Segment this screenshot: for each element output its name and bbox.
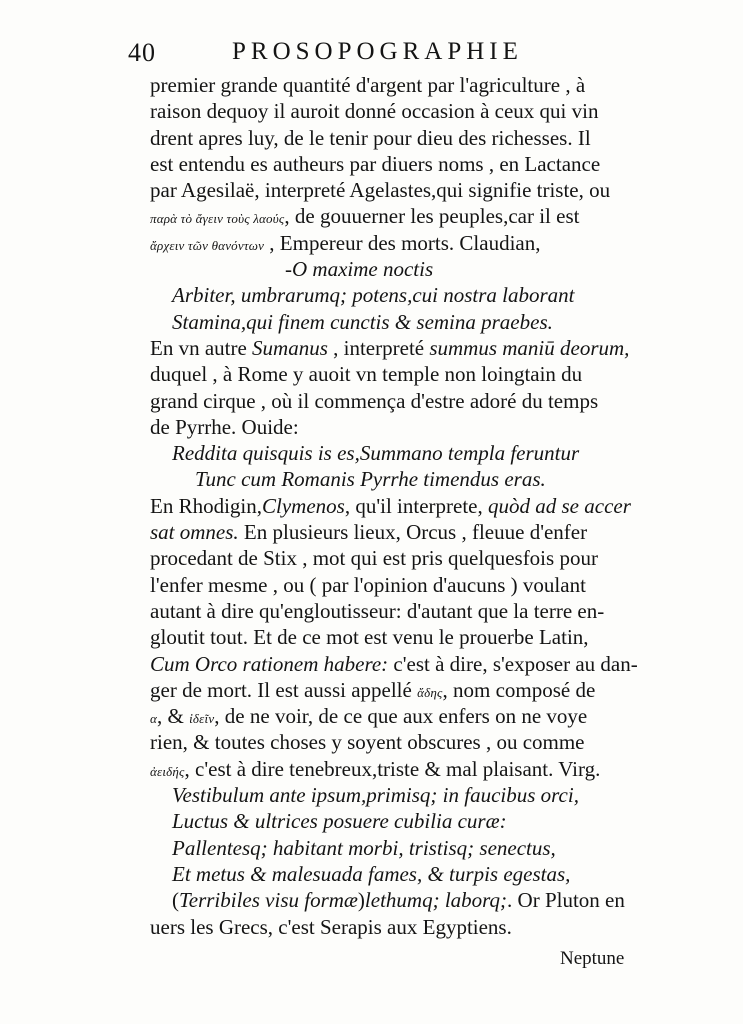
text-line xyxy=(150,388,650,414)
text-line xyxy=(150,282,650,308)
text-segment: ( xyxy=(172,888,179,913)
text-line xyxy=(150,835,650,861)
text-line xyxy=(150,598,650,624)
text-segment: Reddita quisquis is es,Summano templa feruntur xyxy=(172,441,580,466)
text-segment: , de gouuerner les peuples,car il est xyxy=(284,204,580,229)
text-line xyxy=(150,414,650,440)
text-line xyxy=(150,914,650,940)
text-segment: gloutit tout. Et de ce mot est venu le prouerbe Latin, xyxy=(150,625,589,650)
text-line xyxy=(150,466,650,492)
text-segment: , qu'il interprete, xyxy=(344,493,488,518)
text-segment: grand cirque , où il commença d'estre adoré du temps xyxy=(150,388,599,413)
text-segment: premier grande quantité d'argent par l'agriculture , à xyxy=(150,73,586,97)
text-line xyxy=(150,677,650,703)
text-line xyxy=(150,572,650,598)
text-segment: ) xyxy=(357,888,365,913)
text-segment: , & xyxy=(157,704,190,729)
text-segment: rien, & toutes choses y soyent obscures , ou comme xyxy=(150,730,585,755)
text-segment: duquel , à Rome y auoit vn temple non loingtain du xyxy=(150,362,583,387)
text-segment: drent apres luy, de le tenir pour dieu des richesses. Il xyxy=(150,125,591,150)
text-line xyxy=(150,887,650,913)
text-segment: procedant de Stix , mot qui est pris quelquesfois pour xyxy=(150,546,598,571)
greek-text: ἄρχειν τῶν θανόντων xyxy=(150,237,265,253)
text-segment: En Rhodigin, xyxy=(150,493,263,518)
text-line xyxy=(150,545,650,571)
text-segment: raison dequoy il auroit donné occasion à ceux qui vin xyxy=(150,99,599,124)
page-header xyxy=(128,38,648,74)
text-segment: Sumanus xyxy=(252,335,328,360)
text-segment: Stamina,qui finem cunctis & semina praebes. xyxy=(172,309,553,334)
text-line xyxy=(150,203,650,229)
text-segment: Cum Orco rationem habere: xyxy=(150,651,389,676)
text-segment: Tunc cum Romanis Pyrrhe timendus eras. xyxy=(195,467,546,492)
text-segment: , nom composé de xyxy=(442,677,596,702)
text-segment: sat omnes. xyxy=(150,520,239,545)
text-line xyxy=(150,729,650,755)
text-line xyxy=(150,177,650,203)
text-line xyxy=(150,756,650,782)
text-segment: Pallentesq; habitant morbi, tristisq; senectus, xyxy=(172,835,556,860)
text-segment: Luctus & ultrices posuere cubilia curæ: xyxy=(172,809,507,834)
text-segment: l'enfer mesme , ou ( par l'opinion d'aucuns ) voulant xyxy=(150,572,586,597)
catchword: Neptune xyxy=(560,948,625,969)
text-segment: Terribiles visu formæ xyxy=(179,888,358,913)
page-number: 40 xyxy=(128,38,156,67)
text-line xyxy=(150,256,650,282)
text-line xyxy=(150,230,650,256)
text-segment: Et metus & malesuada fames, & turpis egestas, xyxy=(172,861,571,886)
running-title: PROSOPOGRAPHIE xyxy=(232,38,523,65)
text-segment: par Agesilaë, interpreté Agelastes,qui signifie triste, ou xyxy=(150,178,611,203)
text-line xyxy=(150,703,650,729)
text-segment: Vestibulum ante ipsum,primisq; in faucibus orci, xyxy=(172,783,579,808)
greek-text: ἰδεῖν xyxy=(189,711,215,727)
text-line xyxy=(150,440,650,466)
text-segment: , de ne voir, de ce que aux enfers on ne voye xyxy=(214,704,588,729)
text-segment: , interpreté xyxy=(327,335,430,360)
greek-text: α xyxy=(150,711,158,727)
text-segment: lethumq; laborq; xyxy=(364,888,508,913)
text-line xyxy=(150,861,650,887)
text-line xyxy=(150,98,650,124)
text-block xyxy=(150,72,650,940)
text-segment: , Empereur des morts. Claudian, xyxy=(264,230,541,255)
text-line xyxy=(150,151,650,177)
text-segment: En vn autre xyxy=(150,335,253,360)
text-segment: uers les Grecs, c'est Serapis aux Egyptiens. xyxy=(150,914,512,939)
text-segment: summus maniū deorum, xyxy=(429,335,630,360)
text-segment: autant à dire qu'engloutisseur: d'autant que la terre en- xyxy=(150,598,605,623)
text-segment: . Or Pluton en xyxy=(507,888,625,913)
text-line xyxy=(150,72,650,98)
text-line xyxy=(150,651,650,677)
text-segment: Clymenos xyxy=(262,493,345,518)
text-line xyxy=(150,335,650,361)
text-line xyxy=(150,624,650,650)
text-segment: Arbiter, umbrarumq; potens,cui nostra laborant xyxy=(172,283,575,308)
greek-text: παρὰ τὸ ἄγειν τοὺς λαούς xyxy=(150,211,285,227)
text-segment: En plusieurs lieux, Orcus , fleuue d'enfer xyxy=(238,520,588,545)
text-segment: quòd ad se accer xyxy=(488,493,631,518)
text-line xyxy=(150,519,650,545)
text-line xyxy=(150,808,650,834)
text-segment: de Pyrrhe. Ouide: xyxy=(150,414,299,439)
text-line xyxy=(150,125,650,151)
text-line xyxy=(150,493,650,519)
text-segment: est entendu es autheurs par diuers noms , en Lactance xyxy=(150,151,601,176)
text-segment: ger de mort. Il est aussi appellé xyxy=(150,677,418,702)
text-line xyxy=(150,309,650,335)
text-segment: c'est à dire, s'exposer au dan- xyxy=(388,651,638,676)
text-line xyxy=(150,361,650,387)
text-line xyxy=(150,782,650,808)
greek-text: ἀειδής xyxy=(150,763,185,779)
greek-text: ἄδης xyxy=(417,684,443,700)
text-segment: -O maxime noctis xyxy=(285,257,434,282)
text-segment: , c'est à dire tenebreux,triste & mal plaisant. Virg. xyxy=(184,756,601,781)
